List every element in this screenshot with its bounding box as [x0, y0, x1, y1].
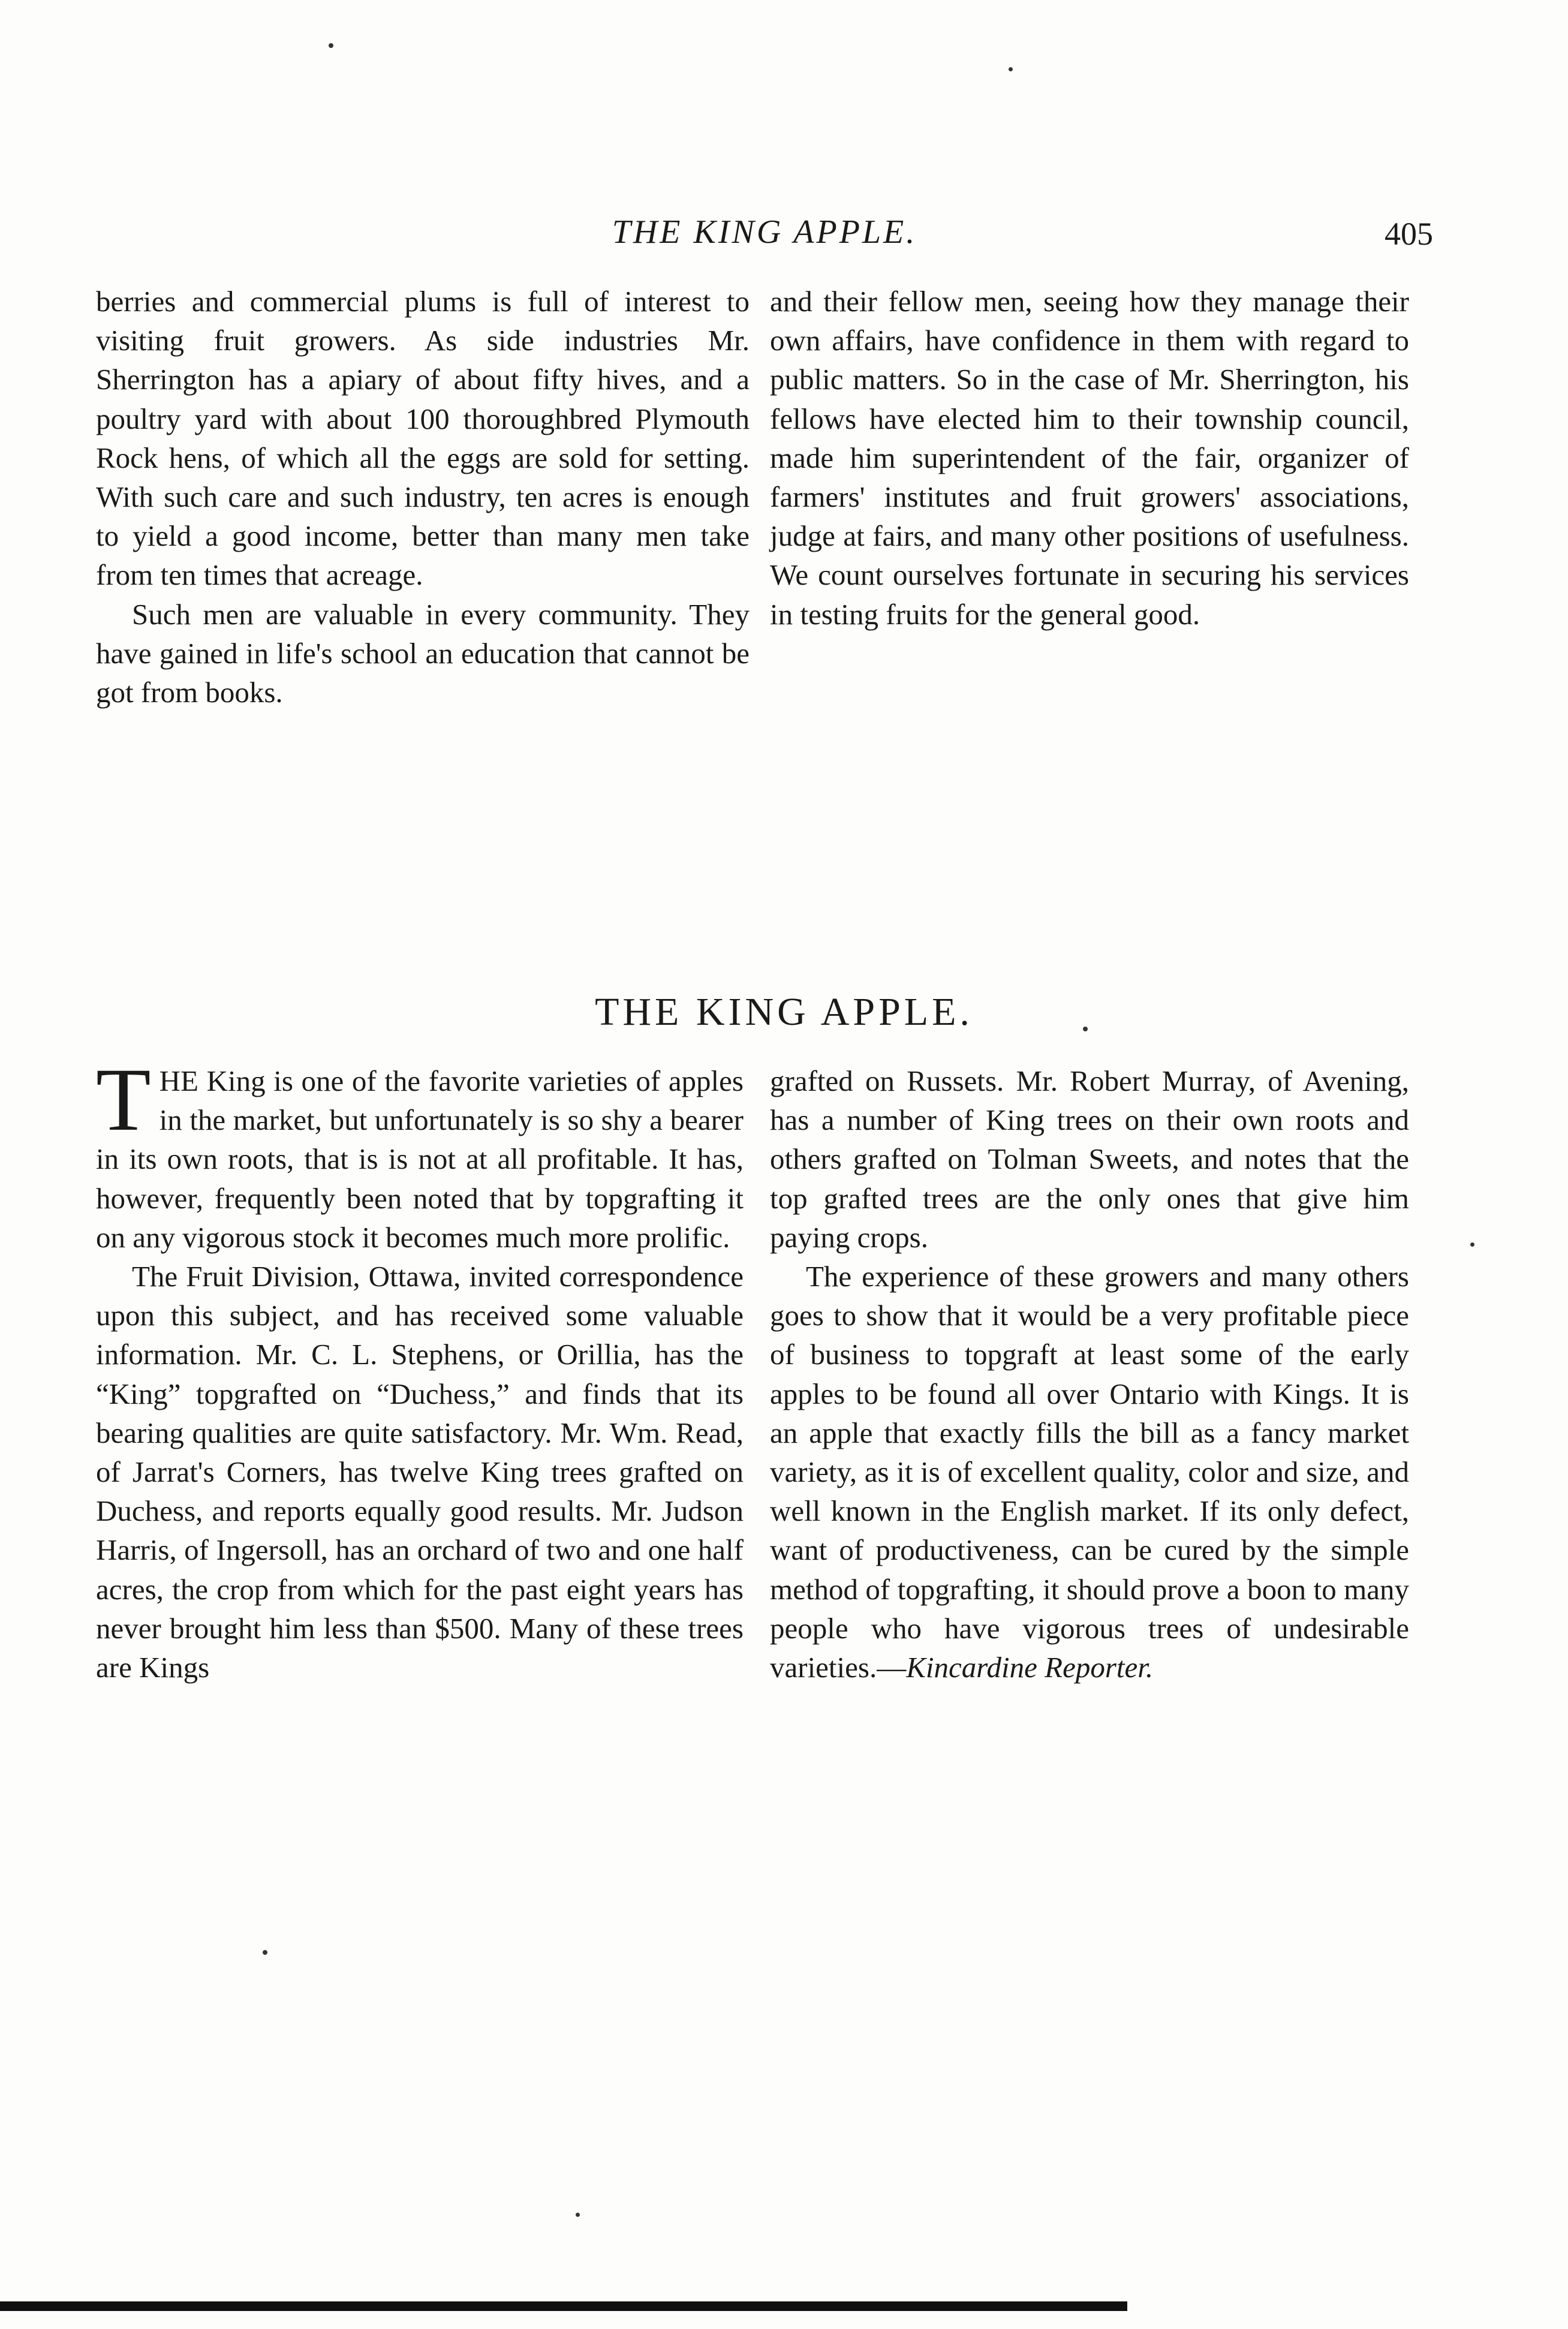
paragraph: The Fruit Division, Ottawa, invited correspondence upon this subject, and has received some valuable information. Mr. C. L. Stephens, or Orillia, has the “King” topgrafted on “Duchess,” and finds that its bearing qualities are quite satisfactory. Mr. Wm. Read, of Jarrat's Corners, has twelve King trees grafted on Duchess, and reports equally good results. Mr. Judson Harris, of Ingersoll, has an orchard of two and one half acres, the crop from which for the past eight years has never brought him less than $500. Many of these trees are Kings: [96, 1260, 744, 1684]
paragraph: grafted on Russets. Mr. Robert Murray, of Avening, has a number of King trees on their own roots and others grafted on Tolman Sweets, and notes that the top grafted trees are the only ones that give him paying crops.: [770, 1064, 1409, 1254]
paragraph: [770, 1257, 1409, 1687]
paragraph: [96, 1050, 744, 1257]
print-speck: [1470, 1242, 1474, 1247]
paragraph-text: The experience of these growers and many others goes to show that it would be a very profitable piece of business to topgraft at least some of the early apples to be found all over Ontario with Kings. It is an apple that exactly fills the bill as a fancy market variety, as it is of excellent quality, color and size, and well known in the English market. If its only defect, want of productiveness, can be cured by the simple method of topgrafting, it should prove a boon to many people who have vigorous trees of undesirable varieties.—: [770, 1260, 1409, 1684]
paragraph-text: HE King is one of the favorite varieties of apples in the market, but unfortunately is so shy a bearer in its own roots, that is is not at all profitable. It has, however, frequently been noted that by topgrafting it on any vigorous stock it becomes much more prolific.: [96, 1064, 744, 1254]
top-right-column: [770, 282, 1409, 634]
article-right-column: [770, 1061, 1409, 1687]
running-head: [96, 213, 1433, 261]
paragraph: Such men are valuable in every community. They have gained in life's school an education that cannot be got from books.: [96, 597, 750, 709]
print-speck: [263, 1950, 267, 1955]
drop-cap: T: [96, 1050, 151, 1150]
article-left-column: [96, 1050, 744, 1687]
running-title: THE KING APPLE.: [612, 213, 917, 251]
paragraph: and their fellow men, seeing how they manage their own affairs, have confidence in them with regard to public matters. So in the case of Mr. Sherrington, his fellows have elected him to their township council, made him superintendent of the fair, organizer of farmers' institutes and fruit growers' associations, judge at fairs, and many other positions of usefulness. We count ourselves fortunate in securing his services in testing fruits for the general good.: [770, 285, 1409, 631]
print-speck: [1083, 1027, 1088, 1031]
print-speck: [1009, 67, 1013, 71]
source-credit: Kincardine Reporter.: [906, 1651, 1154, 1684]
print-speck: [576, 2213, 580, 2217]
bottom-edge-rule: [0, 2301, 1127, 2311]
page-number: 405: [1385, 216, 1433, 252]
article-title: THE KING APPLE.: [595, 990, 973, 1034]
paragraph: berries and commercial plums is full of interest to visiting fruit growers. As side industries Mr. Sherrington has a apiary of about fifty hives, and a poultry yard with about 100 thoroughbred Plymouth Rock hens, of which all the eggs are sold for setting. With such care and such industry, ten acres is enough to yield a good income, better than many men take from ten times that acreage.: [96, 285, 750, 592]
print-speck: [329, 43, 333, 48]
top-left-column: [96, 282, 750, 712]
